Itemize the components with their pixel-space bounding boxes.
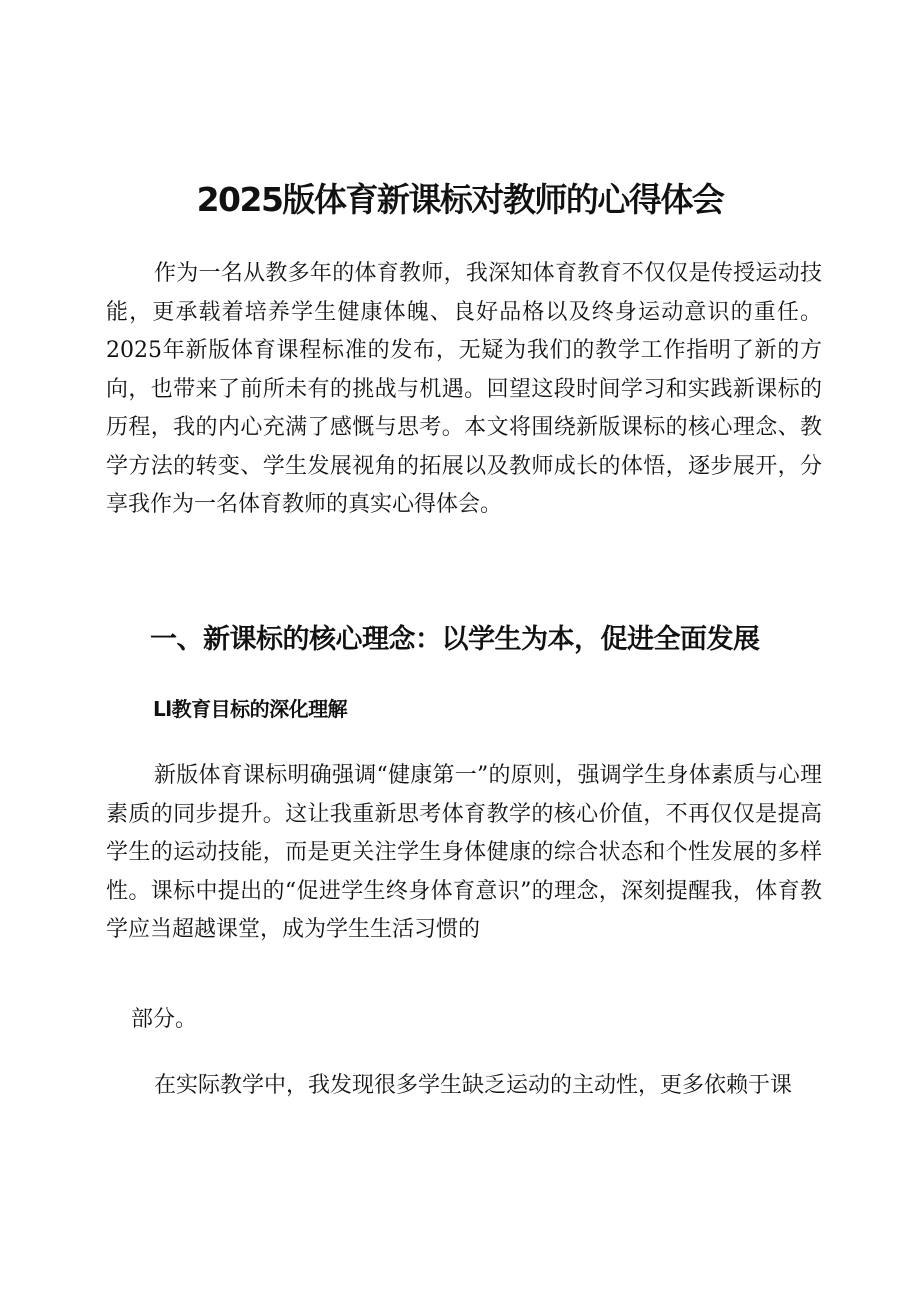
body-paragraph: 新版体育课标明确强调“健康第一”的原则，强调学生身体素质与心理素质的同步提升。这让我重新思考体育教学的核心价值，不再仅仅是提高学生的运动技能，而是更关注学生身体健康的综合状态和个性发展的多样性。课标中提出的“促进学生终身体育意识”的理念，深刻提醒我，体育教学应当超越课堂，成为学生生活习惯的 bbox=[106, 763, 822, 942]
subsection-heading: Ll教育目标的深化理解 bbox=[153, 697, 348, 721]
section-heading: 一、新课标的核心理念：以学生为本，促进全面发展 bbox=[150, 624, 760, 655]
intro-paragraph: 作为一名从教多年的体育教师，我深知体育教育不仅仅是传授运动技能，更承载着培养学生健康体魄、良好品格以及终身运动意识的重任。2025年新版体育课程标准的发布，无疑为我们的教学工作指明了新的方向，也带来了前所未有的挑战与机遇。回望这段时间学习和实践新课标的历程，我的内心充满了感慨与思考。本文将围绕新版课标的核心理念、教学方法的转变、学生发展视角的拓展以及教师成长的体悟，逐步展开，分享我作为一名体育教师的真实心得体会。 bbox=[106, 261, 822, 517]
document-title: 2025版体育新课标对教师的心得体会 bbox=[196, 180, 724, 219]
paragraph-continuation: 部分。 bbox=[131, 1007, 198, 1032]
body-paragraph-truncated: 在实际教学中，我发现很多学生缺乏运动的主动性，更多依赖于课 bbox=[154, 1073, 793, 1098]
